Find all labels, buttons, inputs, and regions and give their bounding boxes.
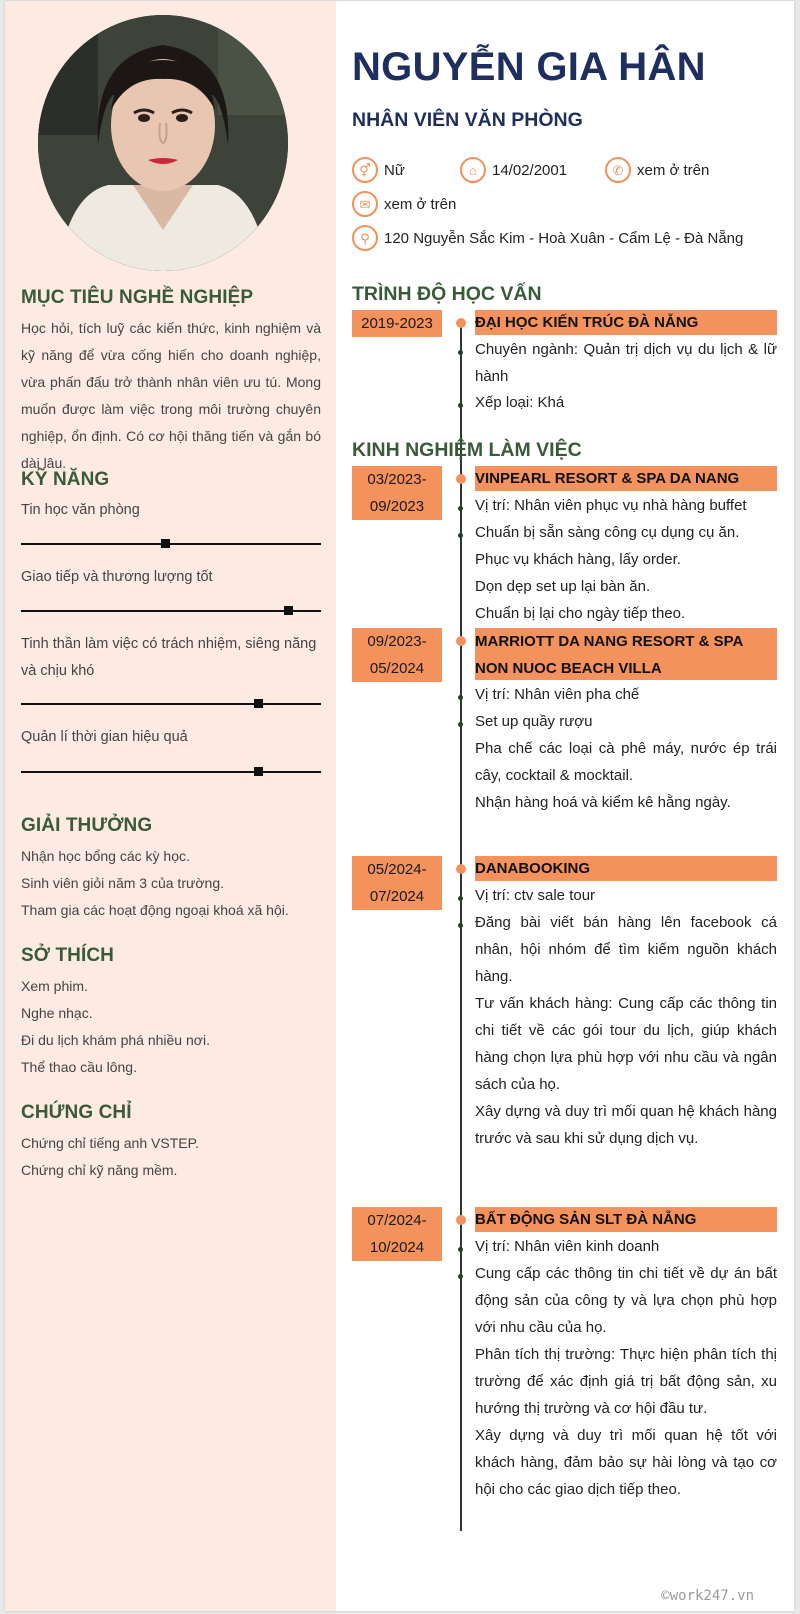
job-company: BẤT ĐỘNG SẢN SLT ĐÀ NẴNG xyxy=(475,1207,777,1232)
certificate-item: Chứng chỉ tiếng anh VSTEP. xyxy=(21,1135,200,1151)
experience-title: KINH NGHIỆM LÀM VIỆC xyxy=(352,439,582,461)
bullet-dot xyxy=(458,923,463,928)
bullet-dot xyxy=(458,695,463,700)
job-line: Phục vụ khách hàng, lấy order. xyxy=(475,551,681,568)
skill-bar xyxy=(21,543,321,545)
bullet-dot xyxy=(458,506,463,511)
award-item: Tham gia các hoạt động ngoại khoá xã hội. xyxy=(21,902,289,918)
job-line: Cung cấp các thông tin chi tiết về dự án bất động sản của công ty và lựa chọn phù hợp với nhu cầu của họ. xyxy=(475,1265,777,1336)
job-date-to: 10/2024 xyxy=(369,1239,425,1256)
gender-icon: ⚥ xyxy=(352,157,378,183)
hobby-item: Thể thao cầu lông. xyxy=(21,1059,137,1075)
birthday-value: 14/02/2001 xyxy=(492,161,568,179)
phone-value: xem ở trên xyxy=(637,161,710,179)
address-value: 120 Nguyễn Sắc Kim - Hoà Xuân - Cẩm Lệ - Đà Nẵng xyxy=(384,229,744,247)
job-line: Nhận hàng hoá và kiểm kê hằng ngày. xyxy=(475,794,731,811)
job-line: Tư vấn khách hàng: Cung cấp các thông tin chi tiết về các gói tour du lịch, giúp khách hàng chọn lựa phù hợp với nhu cầu và ngân sách của họ. xyxy=(475,995,777,1093)
timeline-dot xyxy=(456,474,466,484)
map-pin-icon: ⚲ xyxy=(352,225,378,251)
skill-bar xyxy=(21,703,321,705)
job-date xyxy=(352,466,442,520)
skill-bar xyxy=(21,610,321,612)
contact-birthday xyxy=(460,157,567,183)
contact-gender xyxy=(352,157,405,183)
bullet-dot xyxy=(458,722,463,727)
skill-level-marker xyxy=(254,699,263,708)
cv-page xyxy=(5,1,794,1611)
job-line: Vị trí: ctv sale tour xyxy=(475,887,596,904)
job-line: Vị trí: Nhân viên phục vụ nhà hàng buffet xyxy=(475,497,747,514)
job-line: Đăng bài viết bán hàng lên facebook cá nhân, hội nhóm để tìm kiếm nguồn khách hàng. xyxy=(475,914,777,985)
email-value: xem ở trên xyxy=(384,195,457,213)
certificate-item: Chứng chỉ kỹ năng mềm. xyxy=(21,1162,178,1178)
timeline-dot xyxy=(456,864,466,874)
gender-value: Nữ xyxy=(384,161,405,179)
job-company: DANABOOKING xyxy=(475,856,777,881)
job-company: VINPEARL RESORT & SPA DA NANG xyxy=(475,466,777,491)
timeline-dot xyxy=(456,318,466,328)
job-company: MARRIOTT DA NANG RESORT & SPA NON NUOC BEACH VILLA xyxy=(475,628,777,680)
objective-title: MỤC TIÊU NGHỀ NGHIỆP xyxy=(21,287,254,308)
profile-photo xyxy=(38,15,288,271)
job-date-to: 07/2024 xyxy=(369,888,425,905)
skill-level-marker xyxy=(284,606,293,615)
candidate-role: NHÂN VIÊN VĂN PHÒNG xyxy=(352,109,583,131)
hobbies-list xyxy=(21,973,321,1081)
contact-address xyxy=(352,225,743,251)
award-item: Sinh viên giỏi năm 3 của trường. xyxy=(21,875,224,891)
bullet-dot xyxy=(458,533,463,538)
job-line: Vị trí: Nhân viên pha chế xyxy=(475,686,640,703)
job-date-from: 07/2024- xyxy=(367,1212,427,1229)
bullet-dot xyxy=(458,403,463,408)
job-line: Chuẩn bị sẵn sàng công cụ dụng cụ ăn. xyxy=(475,524,740,541)
job-line: Xây dựng và duy trì mối quan hệ tốt với khách hàng, đảm bảo sự hài lòng và tạo cơ hội cho các giao dịch tiếp theo. xyxy=(475,1427,777,1498)
email-icon: ✉ xyxy=(352,191,378,217)
job-date-to: 09/2023 xyxy=(369,498,425,515)
skill-label: Tinh thần làm việc có trách nhiệm, siêng năng và chịu khó xyxy=(21,636,317,679)
candidate-name: NGUYỄN GIA HÂN xyxy=(352,45,706,89)
certificates-title: CHỨNG CHỈ xyxy=(21,1102,132,1123)
watermark: ©work247.vn xyxy=(661,1588,754,1604)
portrait-image xyxy=(38,15,288,271)
job-date-to: 05/2024 xyxy=(369,660,425,677)
skill-label: Quản lí thời gian hiệu quả xyxy=(21,729,188,745)
awards-list xyxy=(21,843,321,924)
job-line: Phân tích thị trường: Thực hiện phân tích thị trường để xác định giá trị bất động sản, xu hướng thị trường và cơ hội đầu tư. xyxy=(475,1346,777,1417)
job-line: Set up quầy rượu xyxy=(475,713,593,730)
hobbies-title: SỞ THÍCH xyxy=(21,945,115,966)
awards-title: GIẢI THƯỞNG xyxy=(21,815,153,836)
skills-title: KỸ NĂNG xyxy=(21,469,110,490)
job-date xyxy=(352,1207,442,1261)
contact-email xyxy=(352,191,456,217)
skill-level-marker xyxy=(254,767,263,776)
education-line: Xếp loại: Khá xyxy=(475,394,565,411)
job-line: Dọn dẹp set up lại bàn ăn. xyxy=(475,578,651,595)
certificates-list xyxy=(21,1130,321,1184)
award-item: Nhận học bổng các kỳ học. xyxy=(21,848,190,864)
education-date: 2019-2023 xyxy=(352,310,442,337)
skill-label: Tin học văn phòng xyxy=(21,502,140,518)
skill-level-marker xyxy=(161,539,170,548)
bullet-dot xyxy=(458,350,463,355)
job-line: Pha chế các loại cà phê máy, nước ép trái cây, cocktail & mocktail. xyxy=(475,740,777,784)
job-line: Xây dựng và duy trì mối quan hệ khách hàng trước và sau khi sử dụng dịch vụ. xyxy=(475,1103,777,1147)
job-date xyxy=(352,856,442,910)
hobby-item: Xem phim. xyxy=(21,978,88,994)
timeline-dot xyxy=(456,1215,466,1225)
job-date-from: 09/2023- xyxy=(367,633,427,650)
left-sidebar xyxy=(5,1,336,1611)
bullet-dot xyxy=(458,1274,463,1279)
job-date-from: 03/2023- xyxy=(367,471,427,488)
skill-bar xyxy=(21,771,321,773)
bullet-dot xyxy=(458,896,463,901)
education-title: TRÌNH ĐỘ HỌC VẤN xyxy=(352,283,542,305)
job-line: Vị trí: Nhân viên kinh doanh xyxy=(475,1238,660,1255)
objective-text: Học hỏi, tích luỹ các kiến thức, kinh nghiệm và kỹ năng để vừa cống hiến cho doanh nghiệp, vừa phấn đấu trở thành nhân viên ưu tú. Mong muốn được làm việc trong môi trường chuyên nghiệp, ổn định. Có cơ hội thăng tiến và gắn bó dài lâu. xyxy=(21,320,321,471)
education-line: Chuyên ngành: Quản trị dịch vụ du lịch & lữ hành xyxy=(475,341,777,385)
bullet-dot xyxy=(458,1247,463,1252)
job-date xyxy=(352,628,442,682)
job-date-from: 05/2024- xyxy=(367,861,427,878)
cake-icon: ⌂ xyxy=(460,157,486,183)
timeline-dot xyxy=(456,636,466,646)
phone-icon: ✆ xyxy=(605,157,631,183)
hobby-item: Nghe nhạc. xyxy=(21,1005,93,1021)
job-line: Chuẩn bị lại cho ngày tiếp theo. xyxy=(475,605,686,622)
contact-phone xyxy=(605,157,709,183)
education-school: ĐẠI HỌC KIẾN TRÚC ĐÀ NẴNG xyxy=(475,310,777,335)
skill-label: Giao tiếp và thương lượng tốt xyxy=(21,569,213,585)
hobby-item: Đi du lịch khám phá nhiều nơi. xyxy=(21,1032,210,1048)
